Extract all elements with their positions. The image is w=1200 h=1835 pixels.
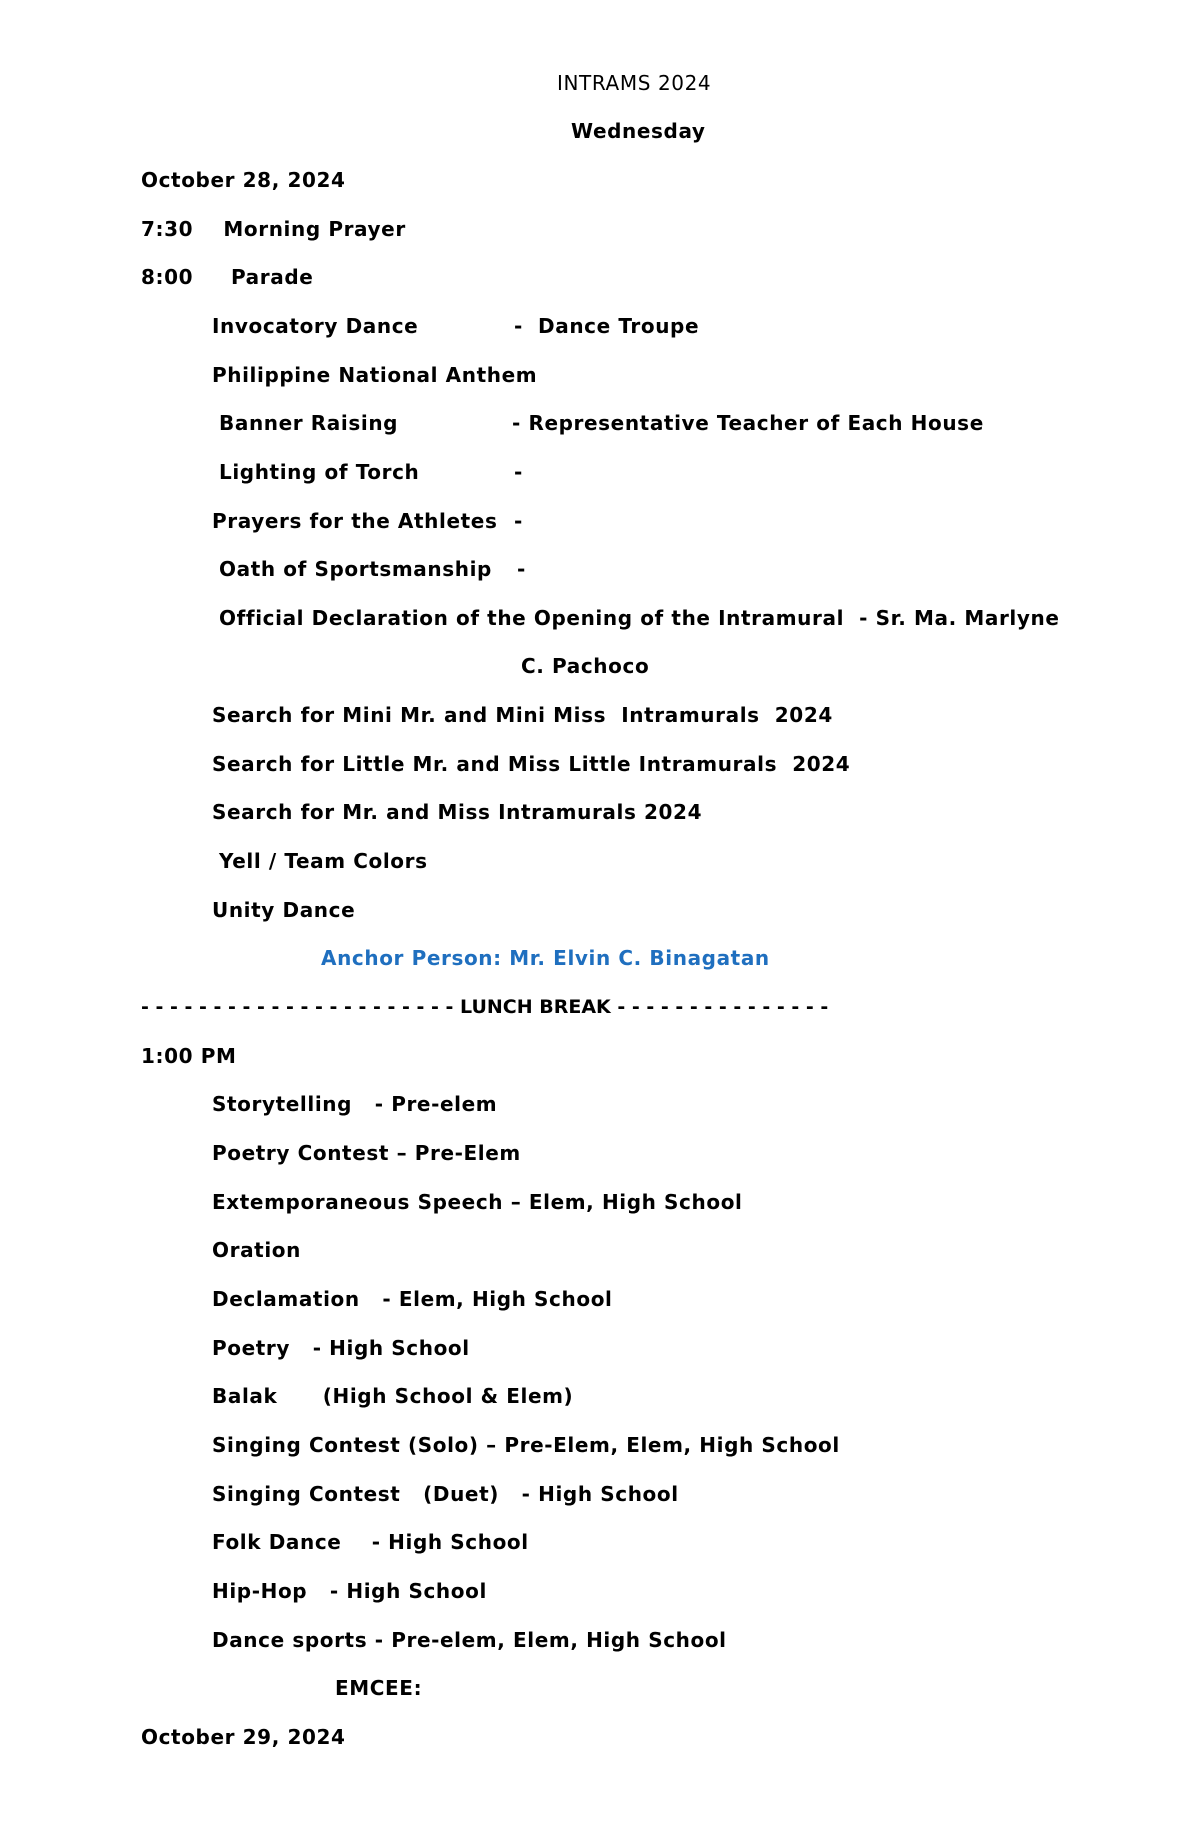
program-item-lighting-of-torch: Lighting of Torch	[219, 460, 420, 484]
program-item-mr-miss-intramurals: Search for Mr. and Miss Intramurals 2024	[212, 800, 703, 824]
date-heading-1: October 28, 2024	[141, 168, 346, 192]
day-heading: Wednesday	[571, 119, 706, 143]
lunch-break-divider: - - - - - - - - - - - - - - - - - - - - - - LUNCH BREAK - - - - - - - - - - - - - - -	[141, 996, 829, 1018]
afternoon-item-extemporaneous-speech: Extemporaneous Speech – Elem, High School	[212, 1190, 743, 1214]
program-item-prayers-for-athletes: Prayers for the Athletes	[212, 509, 498, 533]
anchor-person: Anchor Person: Mr. Elvin C. Binagatan	[321, 946, 770, 970]
afternoon-item-poetry: Poetry - High School	[212, 1336, 470, 1360]
afternoon-item-folk-dance: Folk Dance - High School	[212, 1530, 529, 1554]
afternoon-item-hip-hop: Hip-Hop - High School	[212, 1579, 487, 1603]
program-item-national-anthem: Philippine National Anthem	[212, 363, 538, 387]
program-item-mini-mr-miss: Search for Mini Mr. and Mini Miss Intramurals 2024	[212, 703, 833, 727]
afternoon-item-dance-sports: Dance sports - Pre-elem, Elem, High School	[212, 1628, 727, 1652]
time-entry-afternoon: 1:00 PM	[141, 1044, 237, 1068]
program-item-prayers-for-athletes-by: -	[514, 509, 523, 533]
time-entry-morning-prayer: 7:30 Morning Prayer	[141, 217, 406, 241]
date-heading-2: October 29, 2024	[141, 1725, 346, 1749]
afternoon-item-singing-solo: Singing Contest (Solo) – Pre-Elem, Elem, High School	[212, 1433, 840, 1457]
program-item-invocatory-dance-by: - Dance Troupe	[514, 314, 700, 338]
afternoon-item-storytelling: Storytelling - Pre-elem	[212, 1092, 498, 1116]
program-item-lighting-of-torch-by: -	[514, 460, 523, 484]
emcee-label: EMCEE:	[335, 1676, 423, 1700]
program-item-little-mr-miss: Search for Little Mr. and Miss Little Intramurals 2024	[212, 752, 851, 776]
program-item-official-declaration-cont: C. Pachoco	[521, 654, 650, 678]
document-title: INTRAMS 2024	[557, 71, 712, 95]
program-item-yell-team-colors: Yell / Team Colors	[219, 849, 428, 873]
time-entry-parade: 8:00 Parade	[141, 265, 314, 289]
afternoon-item-singing-duet: Singing Contest (Duet) - High School	[212, 1482, 679, 1506]
program-item-banner-raising-by: - Representative Teacher of Each House	[512, 411, 984, 435]
program-item-banner-raising: Banner Raising	[219, 411, 399, 435]
program-item-oath-of-sportsmanship-by: -	[517, 557, 526, 581]
program-item-invocatory-dance: Invocatory Dance	[212, 314, 419, 338]
program-item-unity-dance: Unity Dance	[212, 898, 356, 922]
program-item-official-declaration: Official Declaration of the Opening of the Intramural - Sr. Ma. Marlyne	[219, 606, 1060, 630]
afternoon-item-oration: Oration	[212, 1238, 301, 1262]
afternoon-item-poetry-contest: Poetry Contest – Pre-Elem	[212, 1141, 521, 1165]
program-item-oath-of-sportsmanship: Oath of Sportsmanship	[219, 557, 492, 581]
afternoon-item-declamation: Declamation - Elem, High School	[212, 1287, 613, 1311]
afternoon-item-balak: Balak (High School & Elem)	[212, 1384, 574, 1408]
